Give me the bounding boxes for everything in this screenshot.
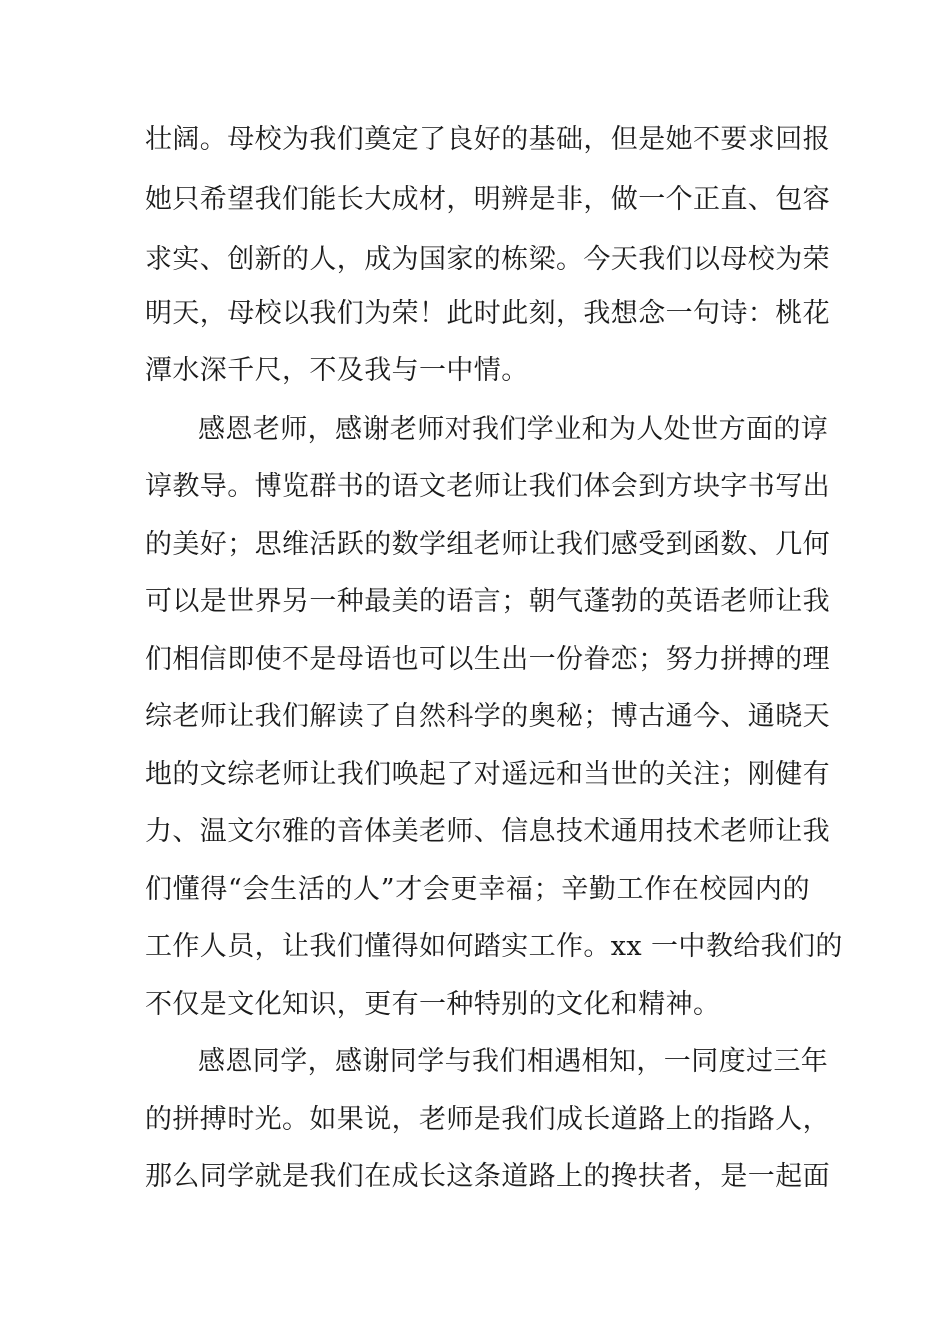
text-line: 壮阔。母校为我们奠定了良好的基础，但是她不要求回报 [145,124,830,155]
text-line: 的拼搏时光。如果说，老师是我们成长道路上的指路人， [145,1104,830,1135]
text-line: 求实、创新的人，成为国家的栋梁。今天我们以母校为荣 [145,244,830,275]
text-line: 可以是世界另一种最美的语言；朝气蓬勃的英语老师让我 [145,586,830,617]
text-line: 她只希望我们能长大成材，明辨是非，做一个正直、包容 [145,184,830,215]
text-line: 那么同学就是我们在成长这条道路上的搀扶者，是一起面 [145,1161,830,1192]
text-line: 明天，母校以我们为荣！此时此刻，我想念一句诗：桃花 [145,298,830,329]
text-line: 工作人员，让我们懂得如何踏实工作。xx 一中教给我们的 [145,931,843,962]
text-line: 综老师让我们解读了自然科学的奥秘；博古通今、通晓天 [145,701,830,732]
text-line: 不仅是文化知识，更有一种特别的文化和精神。 [145,989,721,1020]
text-line: 谆教导。博览群书的语文老师让我们体会到方块字书写出 [145,471,830,502]
text-line: 地的文综老师让我们唤起了对遥远和当世的关注；刚健有 [145,759,830,790]
paragraph-first-line: 感恩同学，感谢同学与我们相遇相知，一同度过三年 [198,1046,829,1077]
text-line: 们相信即使不是母语也可以生出一份眷恋；努力拼搏的理 [145,644,830,675]
text-line: 力、温文尔雅的音体美老师、信息技术通用技术老师让我 [145,816,830,847]
paragraph-first-line: 感恩老师，感谢老师对我们学业和为人处世方面的谆 [198,414,829,445]
text-line: 们懂得“会生活的人”才会更幸福；辛勤工作在校园内的 [145,874,810,905]
text-line: 的美好；思维活跃的数学组老师让我们感受到函数、几何 [145,529,830,560]
text-line: 潭水深千尺，不及我与一中情。 [145,355,529,386]
